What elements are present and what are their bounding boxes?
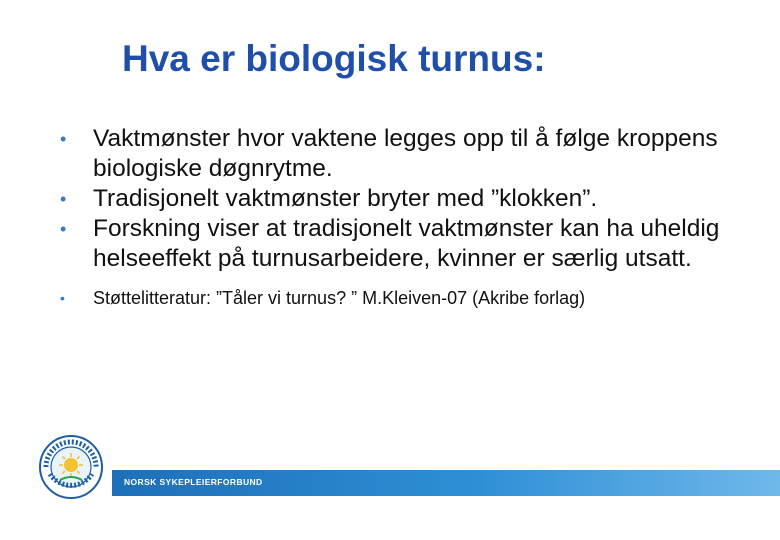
bullet-dot: • [60,129,67,149]
bullet-text: Forskning viser at tradisjonelt vaktmønster kan ha uheldig helseeffekt på turnusarbeidere, kvinner er særlig utsatt. [93,215,720,272]
bullet-text: Vaktmønster hvor vaktene legges opp til å følge kroppens biologiske døgnrytme. [93,125,718,182]
bullet-dot: • [60,290,65,306]
footer-org-name: NORSK SYKEPLEIERFORBUND [124,477,263,487]
reference-item [56,287,756,309]
nsf-seal-logo-icon [38,434,104,500]
bullet-list [56,124,756,309]
slide-title: Hva er biologisk turnus: [122,38,546,79]
footer-bar [112,470,780,496]
bullet-item [56,214,756,274]
bullet-item [56,124,756,184]
bullet-dot: • [60,189,67,209]
bullet-text: Tradisjonelt vaktmønster bryter med ”klokken”. [93,185,598,212]
reference-text: Støttelitteratur: ”Tåler vi turnus? ” M.Kleiven-07 (Akribe forlag) [93,288,586,308]
bullet-item [56,184,756,214]
bullet-dot: • [60,219,67,239]
